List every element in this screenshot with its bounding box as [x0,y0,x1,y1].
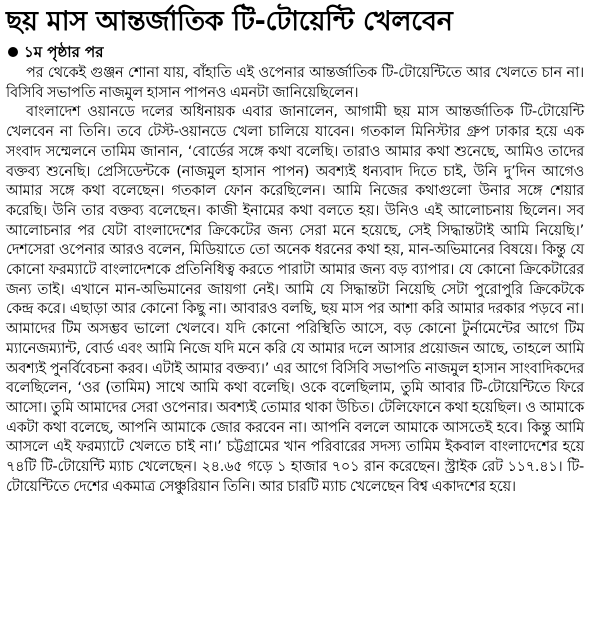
article-paragraph-1: পর থেকেই গুঞ্জন শোনা যায়, বাঁহাতি এই ওপেনার আন্তর্জাতিক টি-টোয়েন্টিতে আর খেলতে চান না। বিসিবি সভাপতি নাজমুল হাসান পাপনও এমনটা জানিয়েছিলেন। [6,65,584,101]
continuation-marker [6,42,584,62]
article-headline: ছয় মাস আন্তর্জাতিক টি-টোয়েন্টি খেলবেন [6,6,453,37]
continuation-label: ১ম পৃষ্ঠার পর [24,43,104,61]
news-article [6,4,584,497]
article-paragraph-2: বাংলাদেশ ওয়ানডে দলের অধিনায়ক এবার জানালেন, আগামী ছয় মাস আন্তর্জাতিক টি-টোয়েন্টি খেলবেন না তিনি। তবে টেস্ট-ওয়ানডে খেলা চালিয়ে যাবেন। গতকাল মিনিস্টার গ্রুপ ঢাকার হয়ে এক সংবাদ সম্মেলনে তামিম জানান, ‘বোর্ডের সঙ্গে কথা বলেছি। তারাও আমার কথা শুনেছে, আমিও তাদের বক্তব্য শুনেছি। প্রেসিডেন্টকে (নাজমুল হাসান পাপন) অবশ্যই ধন্যবাদ দিতে চাই, উনি দু’দিন আগেও আমার সঙ্গে কথা বলেছেন। গতকাল ফোন করেছিলেন। আমি নিজের কথাগুলো উনার সঙ্গে শেয়ার করেছি। উনি তার বক্তব্য বলেছেন। কাজী ইনামের কথা বলতে হয়। উনিও এই আলোচনায় ছিলেন। সব আলোচনার পর যেটা বাংলাদেশের ক্রিকেটের জন্য সেরা মনে হয়েছে, সেই সিদ্ধান্তটাই আমি নিয়েছি।’ দেশসেরা ওপেনার আরও বলেন, মিডিয়াতে তো অনেক ধরনের কথা হয়, মান-অভিমানের বিষয়ে। কিন্তু যে কোনো ফরম্যাটে বাংলাদেশকে প্রতিনিধিত্ব করতে পারাটা আমার জন্য বড় ব্যাপার। যে কোনো ক্রিকেটারের জন্য তাই। এখানে মান-অভিমানের জায়গা নেই। আমি যে সিদ্ধান্তটা নিয়েছি সেটা পুরোপুরি ক্রিকেটকে কেন্দ্র করে। এছাড়া আর কোনো কিছু না। আবারও বলছি, ছয় মাস পর আশা করি আমার দরকার পড়বে না। আমাদের টিম অসম্ভব ভালো খেলবে। যদি কোনো পরিস্থিতি আসে, বড় কোনো টুর্নামেন্টের আগে টিম ম্যানেজম্যান্ট, বোর্ড এবং আমি নিজে যদি মনে করি যে আমার দলে আসার প্রয়োজন আছে, তাহলে আমি অবশ্যই পুনর্বিবেচনা করব। এটাই আমার বক্তব্য।’ এর আগে বিসিবি সভাপতি নাজমুল হাসান সাংবাদিকদের বলেছিলেন, ‘ওর (তামিম) সাথে আমি কথা বলেছি। ওকে বলেছিলাম, তুমি আবার টি-টোয়েন্টিতে ফিরে আসো। তুমি আমাদের সেরা ওপেনার। অবশ্যই তোমার থাকা উচিত। টেলিফোনে কথা হয়েছিল। ও আমাকে একটা কথা বলেছে, আপনি আমাকে জোর করবেন না। আপনি বললে আমাকে আসতেই হবে। কিন্তু আমি আসলে এই ফরম্যাটে খেলতে চাই না।’ চট্টগ্রামের খান পরিবারের সদস্য তামিম ইকবাল বাংলাদেশের হয়ে ৭৪টি টি-টোয়েন্টি ম্যাচ খেলেছেন। ২৪.৬৫ গড়ে ১ হাজার ৭০১ রান করেছেন। স্ট্রাইক রেট ১১৭.৪১। টি-টোয়েন্টিতে দেশের একমাত্র সেঞ্চুরিয়ান তিনি। আর চারটি ম্যাচ খেলেছেন বিশ্ব একাদশের হয়ে। [6,104,584,495]
bullet-icon [8,47,18,57]
